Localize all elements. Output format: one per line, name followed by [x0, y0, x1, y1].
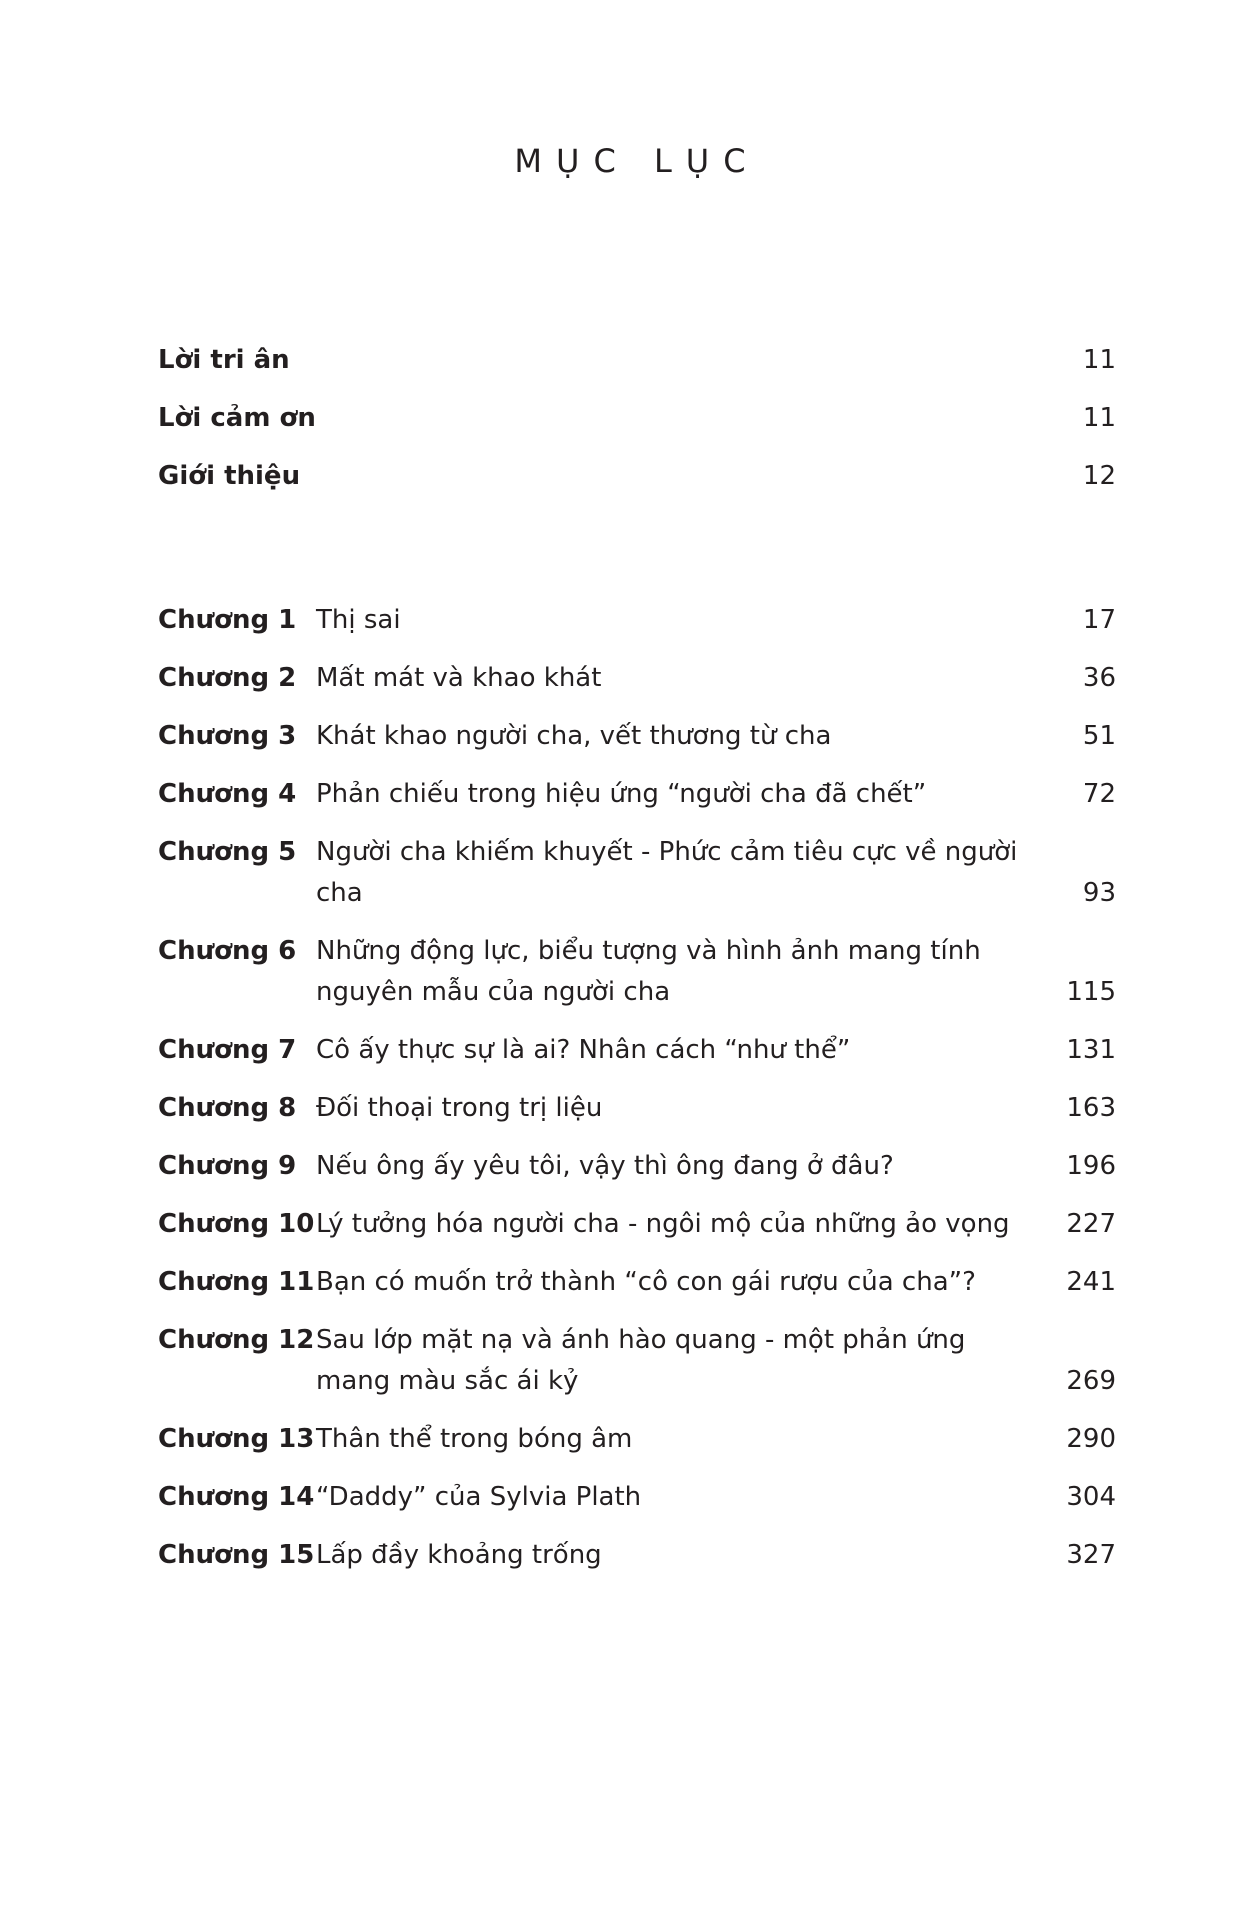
chapter-page-number: 93: [1082, 878, 1116, 908]
chapter-number: Chương 2: [158, 663, 297, 693]
chapter-title-line: Lý tưởng hóa người cha - ngôi mộ của những ảo vọng: [316, 1209, 1010, 1239]
chapter-number: Chương 6: [158, 936, 297, 966]
chapter-title: [316, 1030, 1026, 1071]
chapter-title-line: Thân thể trong bóng âm: [316, 1424, 633, 1454]
chapter-page-number: 290: [1066, 1424, 1116, 1454]
toc-chapter-entry[interactable]: [158, 716, 1116, 757]
chapter-title-line: Phản chiếu trong hiệu ứng “người cha đã chết”: [316, 779, 927, 809]
toc-chapter-entry[interactable]: [158, 1477, 1116, 1518]
chapter-title-line: nguyên mẫu của người cha: [316, 977, 671, 1007]
chapter-page-number: 115: [1066, 977, 1116, 1007]
chapter-number: Chương 14: [158, 1482, 315, 1512]
chapter-number: Chương 11: [158, 1267, 315, 1297]
chapter-page-number: 36: [1082, 663, 1116, 693]
toc-chapter-entry[interactable]: [158, 658, 1116, 699]
chapter-page-number: 269: [1066, 1366, 1116, 1396]
chapter-title: [316, 931, 1026, 1013]
chapter-number: Chương 15: [158, 1540, 315, 1570]
chapter-title-line: Đối thoại trong trị liệu: [316, 1093, 603, 1123]
chapter-page-number: 17: [1082, 605, 1116, 635]
chapter-page-number: 304: [1066, 1482, 1116, 1512]
chapter-page-number: 196: [1066, 1151, 1116, 1181]
toc-chapter-entry[interactable]: [158, 931, 1116, 1013]
chapter-title-line: mang màu sắc ái kỷ: [316, 1366, 579, 1396]
chapter-title: [316, 658, 1026, 699]
chapter-page-number: 227: [1066, 1209, 1116, 1239]
toc-entry-page-number: 12: [1082, 461, 1116, 491]
chapter-number: Chương 3: [158, 721, 297, 751]
page-title: MỤC LỤC: [514, 142, 760, 180]
chapter-title-line: Mất mát và khao khát: [316, 663, 602, 693]
toc-chapter-entry[interactable]: [158, 1146, 1116, 1187]
chapter-title-line: Thị sai: [316, 605, 401, 635]
chapter-title-line: Nếu ông ấy yêu tôi, vậy thì ông đang ở đâu?: [316, 1151, 894, 1181]
toc-entry[interactable]: [158, 403, 1116, 461]
chapter-number: Chương 1: [158, 605, 297, 635]
chapter-page-number: 131: [1066, 1035, 1116, 1065]
chapter-title-line: “Daddy” của Sylvia Plath: [316, 1482, 642, 1512]
toc-chapter-entry[interactable]: [158, 774, 1116, 815]
chapter-title: [316, 1419, 1026, 1460]
chapter-page-number: 241: [1066, 1267, 1116, 1297]
chapter-number: Chương 8: [158, 1093, 297, 1123]
chapter-number: Chương 7: [158, 1035, 297, 1065]
chapter-title-line: Sau lớp mặt nạ và ánh hào quang - một phản ứng: [316, 1325, 966, 1355]
chapter-number: Chương 5: [158, 837, 297, 867]
toc-chapter-entry[interactable]: [158, 1088, 1116, 1129]
chapter-title: [316, 1477, 1026, 1518]
chapter-title: [316, 1262, 1026, 1303]
front-matter-list: [158, 345, 1116, 519]
chapter-title: [316, 1146, 1026, 1187]
toc-entry[interactable]: [158, 461, 1116, 519]
chapter-page-number: 72: [1082, 779, 1116, 809]
toc-chapter-entry[interactable]: [158, 600, 1116, 641]
toc-chapter-entry[interactable]: [158, 1204, 1116, 1245]
chapter-title: [316, 600, 1026, 641]
chapter-title: [316, 1088, 1026, 1129]
chapter-title-line: Khát khao người cha, vết thương từ cha: [316, 721, 832, 751]
toc-chapter-entry[interactable]: [158, 1030, 1116, 1071]
toc-chapter-entry[interactable]: [158, 1320, 1116, 1402]
chapter-title-line: Bạn có muốn trở thành “cô con gái rượu của cha”?: [316, 1267, 976, 1297]
chapter-list: [158, 600, 1116, 1593]
chapter-title: [316, 1535, 1026, 1576]
chapter-title-line: Người cha khiếm khuyết - Phức cảm tiêu cực về người cha: [316, 837, 1018, 908]
chapter-page-number: 163: [1066, 1093, 1116, 1123]
toc-entry-page-number: 11: [1082, 345, 1116, 375]
chapter-title: [316, 1320, 1026, 1402]
toc-entry-label: Giới thiệu: [158, 461, 301, 491]
toc-entry-label: Lời tri ân: [158, 345, 290, 375]
chapter-title: [316, 774, 1026, 815]
chapter-number: Chương 12: [158, 1325, 315, 1355]
chapter-title: [316, 716, 1026, 757]
toc-entry[interactable]: [158, 345, 1116, 403]
chapter-page-number: 327: [1066, 1540, 1116, 1570]
toc-chapter-entry[interactable]: [158, 1535, 1116, 1576]
toc-chapter-entry[interactable]: [158, 832, 1116, 914]
chapter-title-line: Những động lực, biểu tượng và hình ảnh mang tính: [316, 936, 981, 966]
chapter-number: Chương 4: [158, 779, 297, 809]
chapter-number: Chương 13: [158, 1424, 315, 1454]
chapter-page-number: 51: [1082, 721, 1116, 751]
toc-entry-page-number: 11: [1082, 403, 1116, 433]
toc-chapter-entry[interactable]: [158, 1262, 1116, 1303]
chapter-title: [316, 832, 1026, 914]
chapter-title: [316, 1204, 1026, 1245]
toc-chapter-entry[interactable]: [158, 1419, 1116, 1460]
chapter-number: Chương 9: [158, 1151, 297, 1181]
toc-entry-label: Lời cảm ơn: [158, 403, 316, 433]
chapter-title-line: Lấp đầy khoảng trống: [316, 1540, 602, 1570]
chapter-number: Chương 10: [158, 1209, 315, 1239]
chapter-title-line: Cô ấy thực sự là ai? Nhân cách “như thể”: [316, 1035, 851, 1065]
